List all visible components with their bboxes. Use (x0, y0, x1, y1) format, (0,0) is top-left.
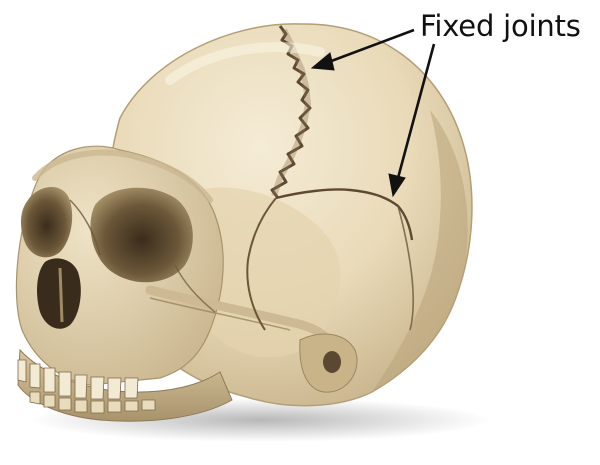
ear-canal (323, 351, 341, 373)
nasal-septum (60, 268, 62, 322)
annotation-label: Fixed joints (420, 9, 581, 43)
